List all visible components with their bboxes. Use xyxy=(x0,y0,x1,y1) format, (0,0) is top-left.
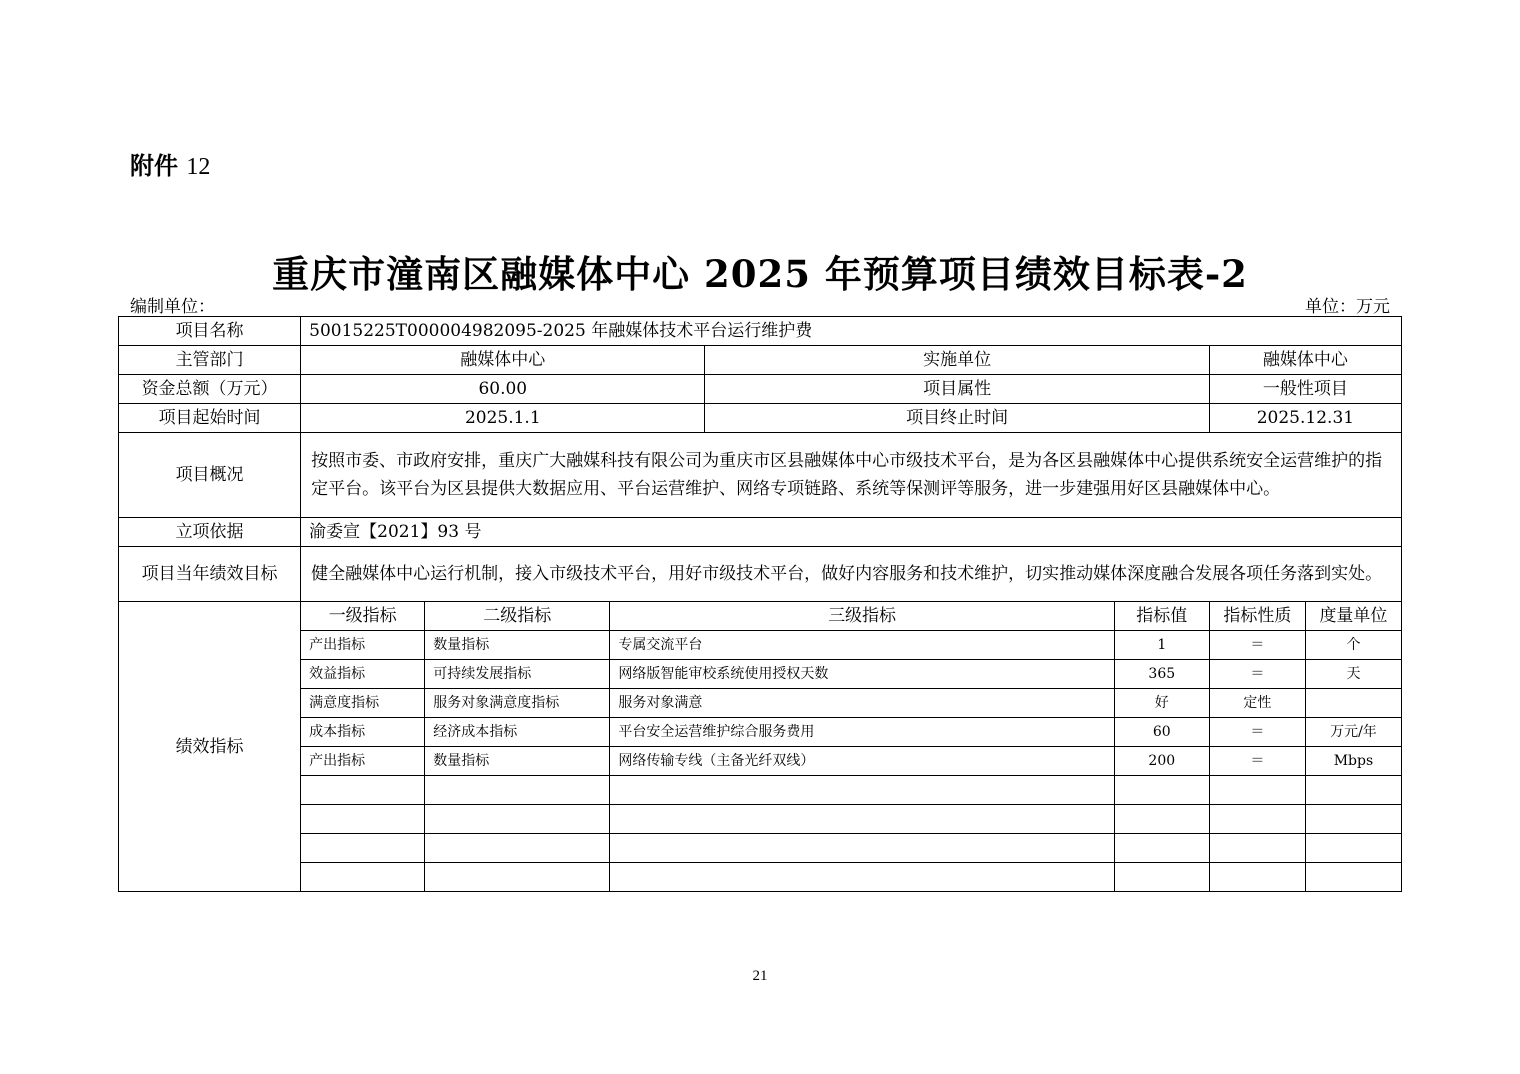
impl-label: 实施单位 xyxy=(705,346,1209,375)
compile-unit-label: 编制单位： xyxy=(130,297,215,317)
indicator-level2: 服务对象满意度指标 xyxy=(425,689,610,718)
indicator-level3: 平台安全运营维护综合服务费用 xyxy=(610,718,1114,747)
indicator-nature: ＝ xyxy=(1209,631,1305,660)
indicator-unit: 天 xyxy=(1305,660,1401,689)
row-period xyxy=(119,404,1402,433)
header-nature: 指标性质 xyxy=(1209,602,1305,631)
indicator-row xyxy=(119,776,1402,805)
indicator-value xyxy=(1114,776,1209,805)
indicator-nature xyxy=(1209,776,1305,805)
indicator-level1: 成本指标 xyxy=(301,718,425,747)
row-project-name xyxy=(119,317,1402,346)
indicator-level1 xyxy=(301,834,425,863)
indicator-level3 xyxy=(610,834,1114,863)
indicator-level3: 网络传输专线（主备光纤双线） xyxy=(610,747,1114,776)
indicator-level1: 满意度指标 xyxy=(301,689,425,718)
indicator-level1: 产出指标 xyxy=(301,747,425,776)
indicator-unit: Mbps xyxy=(1305,747,1401,776)
start-value: 2025.1.1 xyxy=(301,404,705,433)
project-name-label: 项目名称 xyxy=(119,317,301,346)
indicator-level3: 服务对象满意 xyxy=(610,689,1114,718)
indicator-unit xyxy=(1305,863,1401,892)
header-level1: 一级指标 xyxy=(301,602,425,631)
indicator-unit: 万元/年 xyxy=(1305,718,1401,747)
page-number: 21 xyxy=(752,968,768,984)
indicator-level2 xyxy=(425,834,610,863)
row-fund xyxy=(119,375,1402,404)
attr-label: 项目属性 xyxy=(705,375,1209,404)
indicator-unit xyxy=(1305,834,1401,863)
indicator-value: 200 xyxy=(1114,747,1209,776)
fund-label: 资金总额（万元） xyxy=(119,375,301,404)
indicator-unit: 个 xyxy=(1305,631,1401,660)
header-level3: 三级指标 xyxy=(610,602,1114,631)
indicator-value xyxy=(1114,834,1209,863)
attachment-label xyxy=(130,146,210,181)
indicator-level3 xyxy=(610,776,1114,805)
goal-value: 健全融媒体中心运行机制，接入市级技术平台，用好市级技术平台，做好内容服务和技术维护，切实推动媒体深度融合发展各项任务落到实处。 xyxy=(301,547,1402,602)
indicator-level2: 经济成本指标 xyxy=(425,718,610,747)
attr-value: 一般性项目 xyxy=(1209,375,1401,404)
indicator-level2 xyxy=(425,776,610,805)
indicator-row xyxy=(119,747,1402,776)
start-label: 项目起始时间 xyxy=(119,404,301,433)
attachment-number: 12 xyxy=(186,154,211,180)
indicator-header-row xyxy=(119,602,1402,631)
row-overview xyxy=(119,433,1402,518)
basis-value: 渝委宣【2021】93 号 xyxy=(301,518,1402,547)
indicator-unit xyxy=(1305,776,1401,805)
indicator-level2 xyxy=(425,863,610,892)
indicator-level3 xyxy=(610,805,1114,834)
indicators-section-label: 绩效指标 xyxy=(119,602,301,892)
indicator-nature xyxy=(1209,834,1305,863)
currency-unit-label: 单位：万元 xyxy=(1305,297,1390,317)
indicator-row xyxy=(119,660,1402,689)
indicator-level1 xyxy=(301,805,425,834)
indicator-level2: 可持续发展指标 xyxy=(425,660,610,689)
indicator-level1: 产出指标 xyxy=(301,631,425,660)
indicator-nature: ＝ xyxy=(1209,660,1305,689)
indicator-value: 1 xyxy=(1114,631,1209,660)
fund-value: 60.00 xyxy=(301,375,705,404)
impl-value: 融媒体中心 xyxy=(1209,346,1401,375)
attachment-text: 附件 xyxy=(130,151,178,180)
page-title: 重庆市潼南区融媒体中心 2025 年预算项目绩效目标表-2 xyxy=(272,252,1248,296)
indicator-level1 xyxy=(301,776,425,805)
end-value: 2025.12.31 xyxy=(1209,404,1401,433)
indicator-level3: 网络版智能审校系统使用授权天数 xyxy=(610,660,1114,689)
indicator-level3 xyxy=(610,863,1114,892)
project-name-value: 50015225T000004982095-2025 年融媒体技术平台运行维护费 xyxy=(301,317,1402,346)
indicator-value xyxy=(1114,805,1209,834)
indicator-nature xyxy=(1209,805,1305,834)
header-unit: 度量单位 xyxy=(1305,602,1401,631)
row-basis xyxy=(119,518,1402,547)
indicator-row xyxy=(119,863,1402,892)
indicator-row xyxy=(119,689,1402,718)
indicator-level2: 数量指标 xyxy=(425,747,610,776)
overview-value: 按照市委、市政府安排，重庆广大融媒科技有限公司为重庆市区县融媒体中心市级技术平台，是为各区县融媒体中心提供系统安全运营维护的指定平台。该平台为区县提供大数据应用、平台运营维护、网络专项链路、系统等保测评等服务，进一步建强用好区县融媒体中心。 xyxy=(301,433,1402,518)
header-value: 指标值 xyxy=(1114,602,1209,631)
indicator-value: 365 xyxy=(1114,660,1209,689)
row-goal xyxy=(119,547,1402,602)
indicator-row xyxy=(119,718,1402,747)
dept-value: 融媒体中心 xyxy=(301,346,705,375)
overview-label: 项目概况 xyxy=(119,433,301,518)
indicator-level1: 效益指标 xyxy=(301,660,425,689)
indicator-level2 xyxy=(425,805,610,834)
goal-label: 项目当年绩效目标 xyxy=(119,547,301,602)
indicator-level2: 数量指标 xyxy=(425,631,610,660)
indicator-unit xyxy=(1305,689,1401,718)
indicator-nature: ＝ xyxy=(1209,718,1305,747)
indicator-row xyxy=(119,805,1402,834)
indicator-nature: 定性 xyxy=(1209,689,1305,718)
dept-label: 主管部门 xyxy=(119,346,301,375)
indicator-level1 xyxy=(301,863,425,892)
indicator-value xyxy=(1114,863,1209,892)
indicator-nature xyxy=(1209,863,1305,892)
indicator-nature: ＝ xyxy=(1209,747,1305,776)
indicator-level3: 专属交流平台 xyxy=(610,631,1114,660)
row-department xyxy=(119,346,1402,375)
indicator-value: 60 xyxy=(1114,718,1209,747)
indicator-value: 好 xyxy=(1114,689,1209,718)
indicator-row xyxy=(119,631,1402,660)
end-label: 项目终止时间 xyxy=(705,404,1209,433)
header-level2: 二级指标 xyxy=(425,602,610,631)
performance-target-table xyxy=(118,316,1402,892)
indicator-unit xyxy=(1305,805,1401,834)
indicator-row xyxy=(119,834,1402,863)
basis-label: 立项依据 xyxy=(119,518,301,547)
